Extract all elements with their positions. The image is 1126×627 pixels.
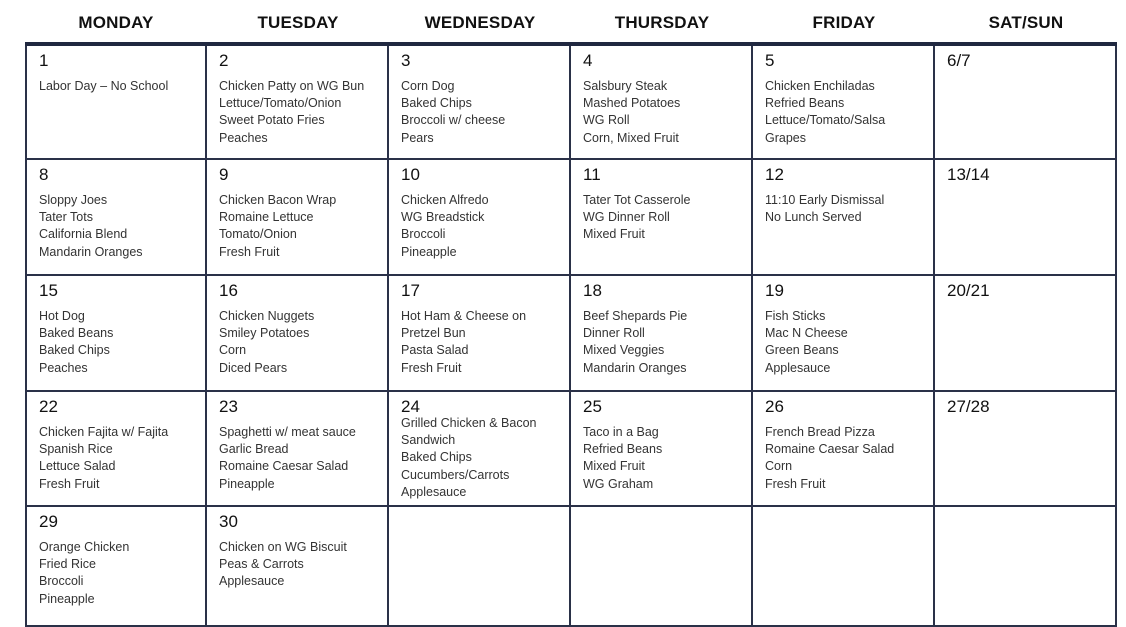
menu-item: No Lunch Served [765,210,862,225]
day-number: 6/7 [947,51,971,70]
menu-item: Baked Chips [401,96,472,111]
menu-item: Pasta Salad [401,343,469,358]
menu-item: Broccoli [401,227,446,242]
menu-item-list [765,424,933,493]
menu-item-list [39,78,205,95]
day-number: 29 [39,512,58,531]
menu-item: Romaine Caesar Salad [219,459,349,474]
calendar-day-cell [25,276,207,392]
menu-item: Romaine Caesar Salad [765,442,895,457]
day-number: 9 [219,165,229,184]
menu-item: Pretzel Bun [401,326,466,341]
menu-item: Pears [401,130,434,145]
calendar-day-cell [207,276,389,392]
menu-item: Spanish Rice [39,442,113,457]
menu-item-list [583,192,751,244]
menu-item: Chicken on WG Biscuit [219,540,347,554]
menu-item: Peaches [219,130,268,145]
day-number: 12 [765,165,784,184]
day-number: 8 [39,165,49,184]
menu-item: Sweet Potato Fries [219,113,325,128]
calendar-day-cell [571,392,753,507]
menu-item: Corn Dog [401,79,455,93]
menu-item: Romaine Lettuce [219,210,314,225]
menu-item-list [39,539,205,608]
menu-item: Mixed Fruit [583,227,645,242]
day-number: 30 [219,512,238,531]
day-number: 4 [583,51,593,70]
day-number: 25 [583,397,602,416]
menu-item: Lettuce/Tomato/Onion [219,96,342,111]
menu-item-list [765,308,933,377]
menu-item: Sloppy Joes [39,193,108,207]
calendar-day-cell [25,160,207,276]
calendar-day-cell [207,507,389,627]
calendar-day-cell [571,507,753,627]
menu-item: Mashed Potatoes [583,96,681,111]
menu-item-list [583,308,751,377]
day-number: 13/14 [947,165,990,184]
menu-item: Peas & Carrots [219,557,304,572]
day-number: 17 [401,281,420,300]
menu-item: Hot Dog [39,309,85,323]
calendar-day-cell [935,46,1117,160]
menu-item: Beef Shepards Pie [583,309,688,323]
menu-item: Spaghetti w/ meat sauce [219,425,356,439]
menu-item: Grapes [765,130,806,145]
menu-item: Tater Tot Casserole [583,193,691,207]
day-number: 3 [401,51,411,70]
calendar-day-cell [389,46,571,160]
menu-item: Corn, Mixed Fruit [583,130,679,145]
day-number: 18 [583,281,602,300]
menu-item: Lettuce/Tomato/Salsa [765,113,886,128]
menu-item: Cucumbers/Carrots [401,467,510,482]
menu-item: Fresh Fruit [39,476,100,491]
menu-item: Applesauce [765,360,831,375]
header-wednesday: WEDNESDAY [424,13,536,32]
menu-item: Applesauce [401,484,467,499]
menu-item: Chicken Patty on WG Bun [219,79,365,93]
header-tuesday: TUESDAY [257,13,339,32]
weekday-header [25,0,1117,42]
calendar-day-cell [25,392,207,507]
menu-item-list [583,78,751,147]
calendar-day-cell [389,276,571,392]
menu-item-list [765,192,933,226]
calendar-day-cell [25,507,207,627]
menu-item: Grilled Chicken & Bacon [401,416,537,430]
menu-calendar-grid [25,46,1117,627]
menu-item: Tater Tots [39,210,93,225]
menu-item: Chicken Alfredo [401,193,489,207]
day-number: 5 [765,51,775,70]
menu-item-list [219,539,387,591]
calendar-day-cell [753,46,935,160]
menu-item: Baked Beans [39,326,114,341]
calendar-day-cell [207,160,389,276]
menu-item: Broccoli w/ cheese [401,113,506,128]
menu-item-list [401,192,569,261]
menu-item-list [401,78,569,147]
menu-item: Corn [219,343,247,358]
menu-item: WG Roll [583,113,630,128]
menu-item: Tomato/Onion [219,227,297,242]
menu-item-list [401,308,569,377]
menu-item: Mac N Cheese [765,326,848,341]
day-number: 27/28 [947,397,990,416]
calendar-day-cell [389,392,571,507]
menu-item: WG Breadstick [401,210,485,225]
menu-item: Fresh Fruit [765,476,826,491]
menu-item: Refried Beans [765,96,845,111]
calendar-day-cell [571,46,753,160]
menu-item: Corn [765,459,793,474]
menu-item: Hot Ham & Cheese on [401,309,527,323]
calendar-day-cell [571,160,753,276]
menu-item: Dinner Roll [583,326,645,341]
menu-item: Chicken Fajita w/ Fajita [39,425,169,439]
menu-item: Smiley Potatoes [219,326,310,341]
calendar-day-cell [389,160,571,276]
calendar-day-cell [753,276,935,392]
calendar-day-cell [753,160,935,276]
menu-item-list [219,78,387,147]
calendar-day-cell [935,507,1117,627]
menu-item: Refried Beans [583,442,663,457]
menu-item: Fresh Fruit [401,360,462,375]
menu-item-list [219,424,387,493]
menu-item: Fresh Fruit [219,244,280,259]
calendar-day-cell [571,276,753,392]
menu-item: WG Dinner Roll [583,210,670,225]
day-number: 15 [39,281,58,300]
menu-item: Chicken Bacon Wrap [219,193,337,207]
calendar-day-cell [389,507,571,627]
day-number: 20/21 [947,281,990,300]
menu-item: Salsbury Steak [583,79,668,93]
menu-item: Mandarin Oranges [39,244,143,259]
menu-item: Taco in a Bag [583,425,659,439]
menu-item: Mandarin Oranges [583,360,687,375]
menu-item: Chicken Enchiladas [765,79,875,93]
menu-item-list [39,192,205,261]
menu-item: Peaches [39,360,88,375]
menu-item-list [219,308,387,377]
menu-item: Pineapple [219,476,275,491]
menu-item: Labor Day – No School [39,79,169,93]
menu-item-list [765,78,933,147]
header-monday: MONDAY [78,13,154,32]
header-thursday: THURSDAY [614,13,710,32]
calendar-day-cell [935,160,1117,276]
menu-item: 11:10 Early Dismissal [765,193,885,207]
menu-item: California Blend [39,227,128,242]
menu-item: Mixed Fruit [583,459,645,474]
menu-item: Garlic Bread [219,442,289,457]
menu-item: Fish Sticks [765,309,826,323]
day-number: 24 [401,397,420,416]
day-number: 10 [401,165,420,184]
calendar-day-cell [207,392,389,507]
day-number: 26 [765,397,784,416]
day-number: 23 [219,397,238,416]
menu-item: Green Beans [765,343,839,358]
day-number: 19 [765,281,784,300]
day-number: 16 [219,281,238,300]
calendar-day-cell [935,392,1117,507]
menu-item: Chicken Nuggets [219,309,315,323]
calendar-day-cell [753,392,935,507]
menu-item: Sandwich [401,433,456,448]
menu-item: Pineapple [401,244,457,259]
day-number: 11 [583,165,601,184]
menu-item: Pineapple [39,591,95,606]
day-number: 1 [39,51,49,70]
header-friday: FRIDAY [812,13,876,32]
menu-item-list [219,192,387,261]
menu-item: Lettuce Salad [39,459,116,474]
menu-item: French Bread Pizza [765,425,875,439]
menu-item: Diced Pears [219,360,288,375]
menu-item-list [39,308,205,377]
calendar-day-cell [935,276,1117,392]
menu-item: Applesauce [219,574,285,589]
menu-item: Baked Chips [39,343,110,358]
calendar-day-cell [25,46,207,160]
menu-item: Mixed Veggies [583,343,665,358]
menu-item: Broccoli [39,574,84,589]
menu-item-list [583,424,751,493]
menu-item: WG Graham [583,476,654,491]
day-number: 2 [219,51,229,70]
calendar-day-cell [753,507,935,627]
menu-item-list [39,424,205,493]
menu-item: Fried Rice [39,557,96,572]
header-weekend: SAT/SUN [988,13,1064,32]
day-number: 22 [39,397,58,416]
menu-item-list [401,415,569,501]
calendar-day-cell [207,46,389,160]
menu-item: Baked Chips [401,450,472,465]
menu-item: Orange Chicken [39,540,130,554]
